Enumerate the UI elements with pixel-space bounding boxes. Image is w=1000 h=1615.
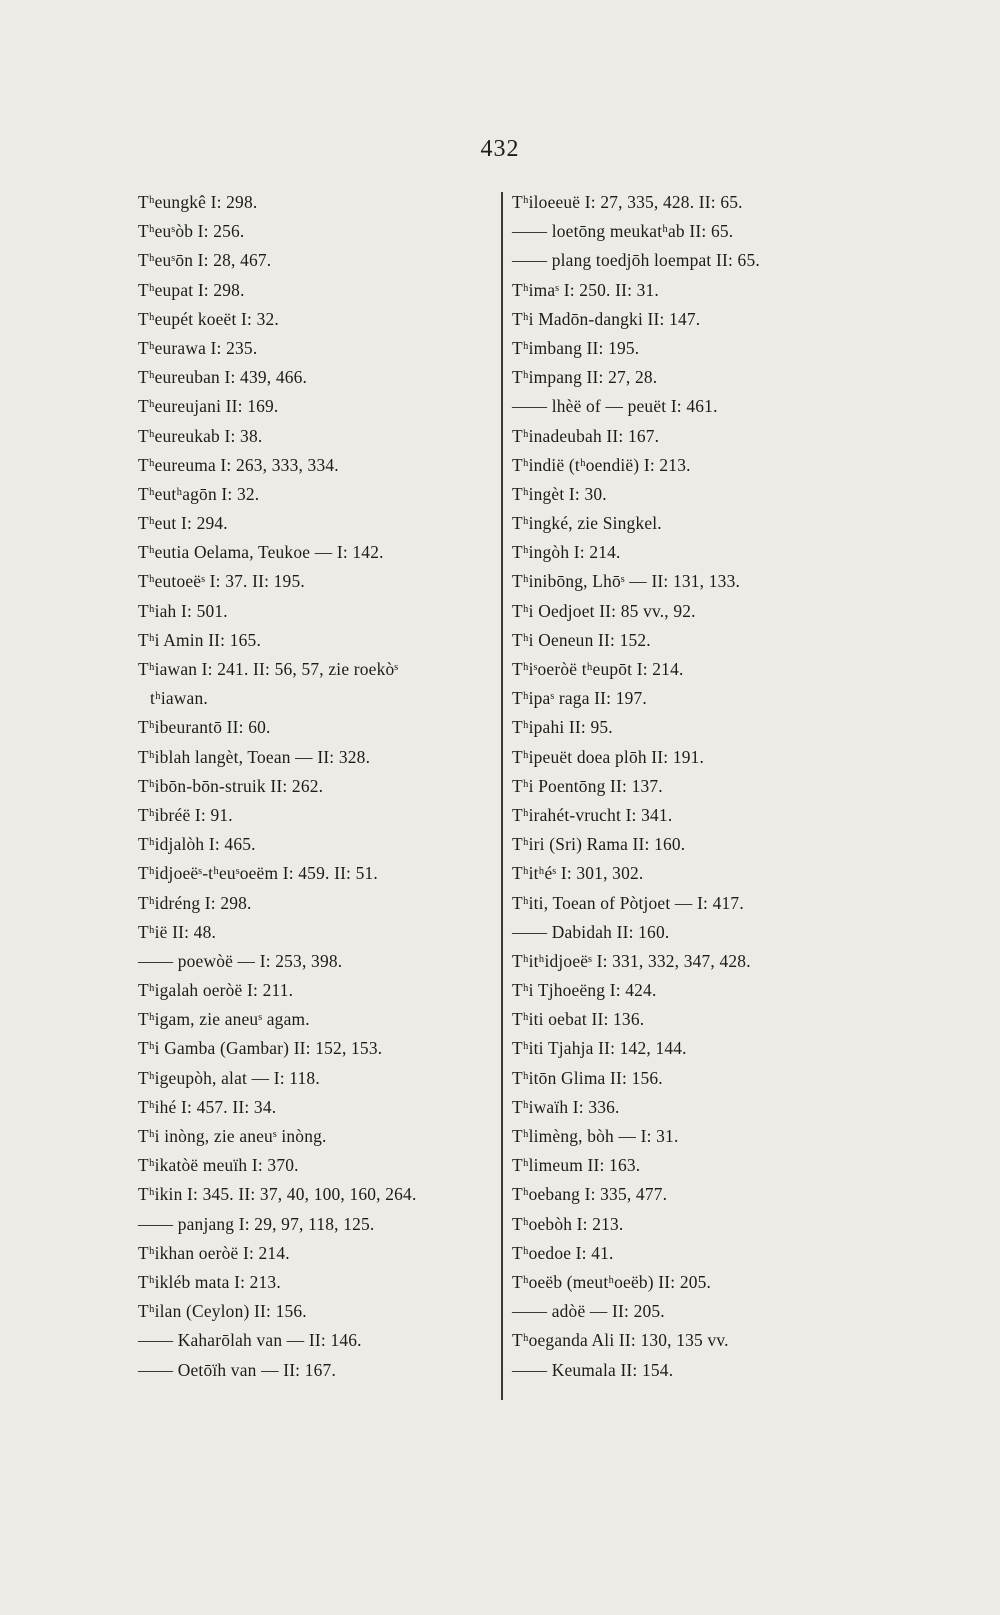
index-entry: —— Kaharōlah van — II: 146.	[138, 1330, 362, 1351]
index-entry: Tʰilan (Ceylon) II: 156.	[138, 1301, 307, 1322]
index-column-left	[138, 188, 498, 1385]
index-entry: Tʰimpang II: 27, 28.	[512, 367, 658, 388]
index-entry: Tʰingòh I: 214.	[512, 542, 621, 563]
index-entry: Tʰeut I: 294.	[138, 513, 228, 534]
index-entry: —— plang toedjōh loempat II: 65.	[512, 250, 760, 271]
index-entry: Tʰi Gamba (Gambar) II: 152, 153.	[138, 1038, 383, 1059]
index-entry: —— adòë — II: 205.	[512, 1301, 665, 1322]
index-entry: Tʰeupét koeët I: 32.	[138, 308, 279, 329]
index-entry: Tʰeungkê I: 298.	[138, 192, 258, 212]
index-entry: Tʰeuˢōn I: 28, 467.	[138, 250, 272, 271]
index-entry: Tʰoebòh I: 213.	[512, 1213, 624, 1234]
index-entry: Tʰeureujani II: 169.	[138, 396, 279, 417]
index-entry: Tʰikatòë meuïh I: 370.	[138, 1155, 299, 1176]
index-entry: Tʰindië (tʰoendië) I: 213.	[512, 454, 691, 475]
index-entry: Tʰi Oedjoet II: 85 vv., 92.	[512, 600, 696, 621]
index-entry: Tʰipeuët doea plōh II: 191.	[512, 746, 705, 767]
index-entry: Tʰigalah oeròë I: 211.	[138, 980, 294, 1001]
index-column-right	[512, 188, 862, 1385]
index-entry: Tʰiwaïh I: 336.	[512, 1096, 620, 1117]
index-entry: Tʰlimèng, bòh — I: 31.	[512, 1126, 679, 1146]
index-entry: Tʰitʰidjoeëˢ I: 331, 332, 347, 428.	[512, 950, 751, 971]
index-entry: Tʰiri (Sri) Rama II: 160.	[512, 834, 686, 855]
index-entry: Tʰeureuban I: 439, 466.	[138, 367, 308, 388]
index-entry: Tʰimaˢ I: 250. II: 31.	[512, 279, 659, 300]
index-entry: Tʰiˢoeròë tʰeupōt I: 214.	[512, 659, 684, 679]
index-entry: Tʰeutia Oelama, Teukoe — I: 142.	[138, 542, 384, 563]
index-entry: —— Oetōïh van — II: 167.	[138, 1359, 336, 1380]
page-number: 432	[480, 136, 520, 162]
index-entry: Tʰoeganda Ali II: 130, 135 vv.	[512, 1330, 729, 1351]
index-entry: Tʰipaˢ raga II: 197.	[512, 688, 647, 709]
index-entry: Tʰeurawa I: 235.	[138, 337, 258, 358]
index-entry: Tʰikhan oeròë I: 214.	[138, 1242, 290, 1263]
index-entry-continuation: tʰiawan.	[150, 688, 208, 709]
index-entry: Tʰi Oeneun II: 152.	[512, 629, 651, 650]
index-entry: Tʰikléb mata I: 213.	[138, 1271, 281, 1292]
index-entry: Tʰiloeeuë I: 27, 335, 428. II: 65.	[512, 192, 743, 212]
index-entry: Tʰlimeum II: 163.	[512, 1155, 641, 1176]
index-entry: Tʰidjoeëˢ-tʰeuˢoeëm I: 459. II: 51.	[138, 863, 378, 884]
index-entry: Tʰoebang I: 335, 477.	[512, 1184, 668, 1205]
index-entry: Tʰeutʰagōn I: 32.	[138, 483, 260, 504]
index-entry: Tʰi Madōn-dangki II: 147.	[512, 308, 701, 329]
index-entry: Tʰitʰéˢ I: 301, 302.	[512, 863, 644, 884]
index-entry: —— loetōng meukatʰab II: 65.	[512, 221, 734, 242]
index-entry: —— poewòë — I: 253, 398.	[138, 950, 343, 971]
index-entry: Tʰeupat I: 298.	[138, 279, 245, 300]
index-entry: Tʰiawan I: 241. II: 56, 57, zie roekòˢ	[138, 659, 399, 679]
index-entry: Tʰiblah langèt, Toean — II: 328.	[138, 746, 371, 767]
index-entry: Tʰië II: 48.	[138, 921, 217, 942]
index-entry: Tʰihé I: 457. II: 34.	[138, 1096, 277, 1117]
index-entry: Tʰingké, zie Singkel.	[512, 513, 662, 534]
index-entry: Tʰimbang II: 195.	[512, 337, 640, 358]
index-entry: Tʰibeurantō II: 60.	[138, 717, 271, 738]
index-entry: Tʰeureukab I: 38.	[138, 425, 263, 446]
index-entry: Tʰoeëb (meutʰoeëb) II: 205.	[512, 1271, 712, 1292]
index-entry: Tʰinibōng, Lhōˢ — II: 131, 133.	[512, 571, 741, 592]
index-entry: Tʰi Poentōng II: 137.	[512, 775, 663, 796]
index-entry: Tʰiti oebat II: 136.	[512, 1009, 645, 1030]
index-entry: —— lhèë of — peuët I: 461.	[512, 396, 718, 417]
column-divider	[501, 192, 503, 1400]
index-entry: Tʰi Tjhoeëng I: 424.	[512, 980, 657, 1001]
index-entry: Tʰi inòng, zie aneuˢ inòng.	[138, 1126, 327, 1146]
index-entry: Tʰigam, zie aneuˢ agam.	[138, 1009, 310, 1030]
index-entry: Tʰirahét-vrucht I: 341.	[512, 804, 673, 825]
index-entry: Tʰinadeubah II: 167.	[512, 425, 660, 446]
index-entry: —— Keumala II: 154.	[512, 1359, 674, 1380]
index-entry: Tʰiah I: 501.	[138, 600, 228, 621]
index-entry: Tʰipahi II: 95.	[512, 717, 613, 738]
index-entry: —— panjang I: 29, 97, 118, 125.	[138, 1213, 375, 1234]
index-entry: Tʰi Amin II: 165.	[138, 629, 261, 650]
index-entry: Tʰeuˢòb I: 256.	[138, 221, 245, 242]
index-entry: Tʰidréng I: 298.	[138, 892, 252, 913]
index-entry: Tʰitōn Glima II: 156.	[512, 1067, 663, 1088]
index-entry: Tʰiti, Toean of Pòtjoet — I: 417.	[512, 892, 744, 913]
index-entry: Tʰingèt I: 30.	[512, 483, 607, 504]
index-entry: Tʰidjalòh I: 465.	[138, 834, 256, 855]
index-entry: —— Dabidah II: 160.	[512, 921, 670, 942]
index-entry: Tʰeutoeëˢ I: 37. II: 195.	[138, 571, 305, 592]
index-entry: Tʰikin I: 345. II: 37, 40, 100, 160, 264.	[138, 1184, 417, 1205]
index-entry: Tʰibréë I: 91.	[138, 804, 233, 825]
index-entry: Tʰibōn-bōn-struik II: 262.	[138, 775, 324, 796]
index-entry: Tʰiti Tjahja II: 142, 144.	[512, 1038, 687, 1059]
index-entry: Tʰeureuma I: 263, 333, 334.	[138, 454, 339, 475]
index-entry: Tʰoedoe I: 41.	[512, 1242, 614, 1263]
index-entry: Tʰigeupòh, alat — I: 118.	[138, 1067, 320, 1088]
